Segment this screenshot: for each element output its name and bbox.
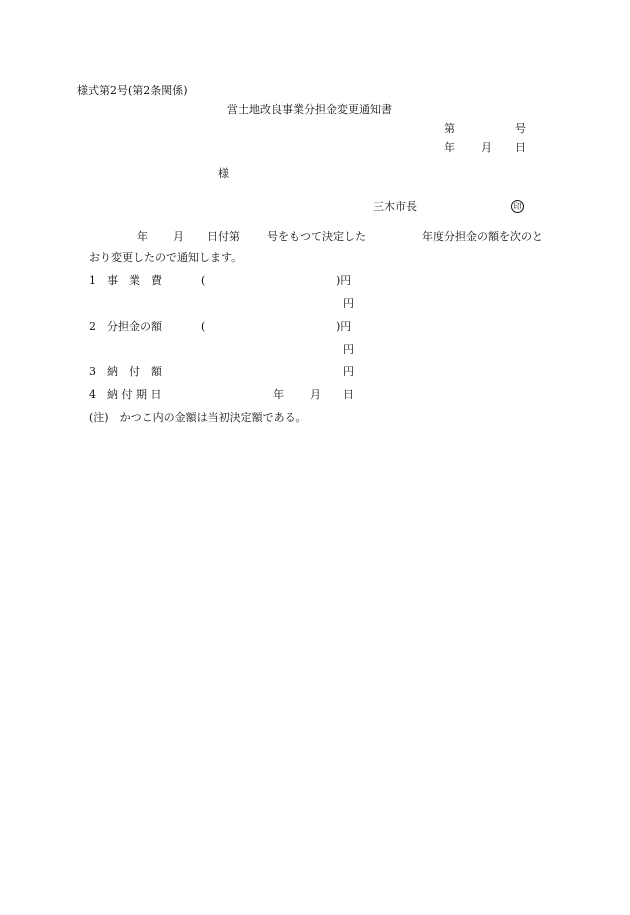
body-month: 月 bbox=[173, 230, 184, 243]
issuer-name: 三木市長 bbox=[373, 200, 417, 213]
item-2-label: 分担金の額 bbox=[107, 320, 162, 333]
addressee-honorific: 様 bbox=[218, 167, 229, 180]
item-2-paren-open: ( bbox=[201, 320, 206, 333]
item-2-paren-close-yen: )円 bbox=[336, 320, 352, 333]
item-2-number: 2 bbox=[89, 320, 96, 333]
item-4-month: 月 bbox=[310, 388, 321, 401]
body-year: 年 bbox=[137, 230, 148, 243]
item-4-label: 納 付 期 日 bbox=[107, 388, 162, 401]
body-day-number: 日付第 bbox=[207, 230, 240, 243]
body-line-2: おり変更したので通知します。 bbox=[89, 251, 243, 264]
item-1-label: 事 業 費 bbox=[107, 274, 162, 287]
item-1-paren-close-yen: )円 bbox=[336, 274, 352, 287]
body-decided: 号をもつて決定した bbox=[267, 230, 366, 243]
item-3-label: 納 付 額 bbox=[107, 365, 162, 378]
date-year: 年 bbox=[444, 141, 455, 154]
item-3-yen: 円 bbox=[343, 365, 354, 378]
date-month: 月 bbox=[481, 141, 492, 154]
item-1-yen: 円 bbox=[343, 297, 354, 310]
form-number: 様式第2号(第2条関係) bbox=[77, 84, 188, 97]
seal-mark: 印 bbox=[511, 200, 524, 213]
doc-number-prefix: 第 bbox=[444, 122, 455, 135]
item-1-number: 1 bbox=[89, 274, 96, 287]
item-3-number: 3 bbox=[89, 365, 96, 378]
document-title: 営土地改良事業分担金変更通知書 bbox=[227, 103, 392, 116]
footnote: (注) かつこ内の金額は当初決定額である。 bbox=[89, 411, 307, 424]
item-4-number: 4 bbox=[89, 388, 96, 401]
item-2-yen: 円 bbox=[343, 343, 354, 356]
item-4-year: 年 bbox=[273, 388, 284, 401]
body-fiscal-year: 年度分担金の額を次のと bbox=[422, 230, 543, 243]
doc-number-suffix: 号 bbox=[515, 122, 526, 135]
item-4-day: 日 bbox=[343, 388, 354, 401]
item-1-paren-open: ( bbox=[201, 274, 206, 287]
date-day: 日 bbox=[515, 141, 526, 154]
